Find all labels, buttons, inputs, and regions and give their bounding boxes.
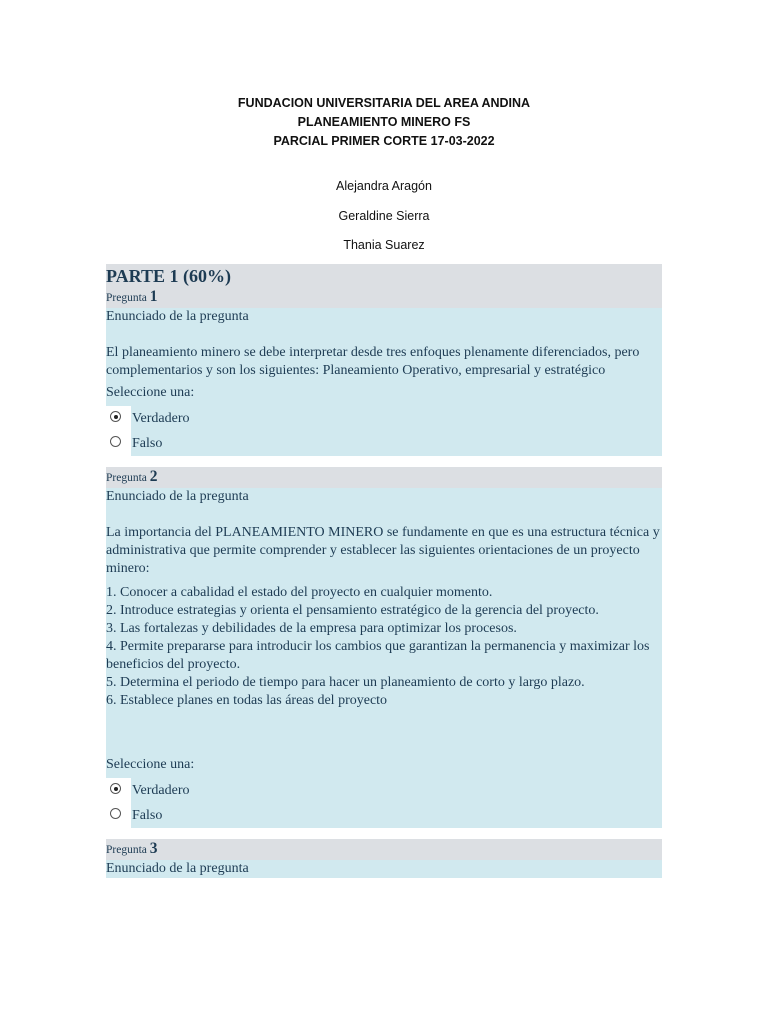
question-number: 2: [149, 468, 158, 485]
question-label-text: Pregunta: [106, 292, 147, 304]
statement-heading: Enunciado de la pregunta: [106, 489, 249, 504]
option-label: Falso: [132, 807, 163, 823]
question-header: [106, 467, 662, 488]
option-false[interactable]: [106, 803, 662, 828]
option-label: Verdadero: [132, 410, 190, 426]
authors-list: [0, 178, 768, 267]
select-prompt: Seleccione una:: [106, 385, 195, 400]
question-text: El planeamiento minero se debe interpretar desde tres enfoques plenamente diferenciados, pero complementarios y son los siguientes: Planeamiento Operativo, empresarial y estratégico: [106, 345, 640, 378]
author-name: Thania Suarez: [343, 238, 425, 252]
statement-heading: Enunciado de la pregunta: [106, 861, 249, 876]
question-number: 3: [149, 840, 158, 857]
option-true[interactable]: [106, 778, 662, 803]
question-text: La importancia del PLANEAMIENTO MINERO se fundamente en que es una estructura técnica y administrativa que permite comprender y establecer las siguientes orientaciones de un proyecto minero:: [106, 525, 660, 576]
statement-heading: Enunciado de la pregunta: [106, 309, 249, 324]
quiz-content: [106, 264, 662, 878]
part-title: PARTE 1 (60%): [106, 266, 232, 286]
question-body: [106, 860, 662, 878]
author-name: Alejandra Aragón: [336, 179, 432, 193]
question-number: 1: [149, 288, 158, 305]
document-header: [0, 94, 768, 151]
question-label-text: Pregunta: [106, 844, 147, 856]
question-header: [106, 264, 662, 308]
question-body: [106, 308, 662, 456]
orientations-list: [106, 584, 662, 710]
option-label: Verdadero: [132, 782, 190, 798]
institution-title: FUNDACION UNIVERSITARIA DEL AREA ANDINA: [237, 96, 531, 110]
radio-button-checked[interactable]: [110, 411, 121, 422]
list-item: 2. Introduce estrategias y orienta el pensamiento estratégico de la gerencia del proyecto.: [106, 603, 599, 618]
question-label-text: Pregunta: [106, 472, 147, 484]
question-label: [106, 287, 662, 308]
select-prompt: Seleccione una:: [106, 757, 195, 772]
author-name: Geraldine Sierra: [338, 208, 430, 223]
list-item: 1. Conocer a cabalidad el estado del proyecto en cualquier momento.: [106, 585, 493, 600]
list-item: 6. Establece planes en todas las áreas del proyecto: [106, 693, 388, 708]
list-item: 5. Determina el periodo de tiempo para hacer un planeamiento de corto y largo plazo.: [106, 675, 585, 690]
question-header: [106, 839, 662, 860]
question-label: [106, 839, 662, 860]
option-false[interactable]: [106, 431, 662, 456]
radio-button[interactable]: [110, 436, 121, 447]
question-label: [106, 467, 662, 488]
radio-button-checked[interactable]: [110, 783, 121, 794]
radio-button[interactable]: [110, 808, 121, 819]
course-title: PLANEAMIENTO MINERO FS: [297, 115, 471, 129]
list-item: 4. Permite prepararse para introducir los cambios que garantizan la permanencia y maximizar los beneficios del proyecto.: [106, 639, 650, 672]
option-label: Falso: [132, 435, 163, 451]
list-item: 3. Las fortalezas y debilidades de la empresa para optimizar los procesos.: [106, 621, 517, 636]
option-true[interactable]: [106, 406, 662, 431]
question-body: [106, 488, 662, 828]
exam-title: PARCIAL PRIMER CORTE 17-03-2022: [273, 134, 495, 148]
